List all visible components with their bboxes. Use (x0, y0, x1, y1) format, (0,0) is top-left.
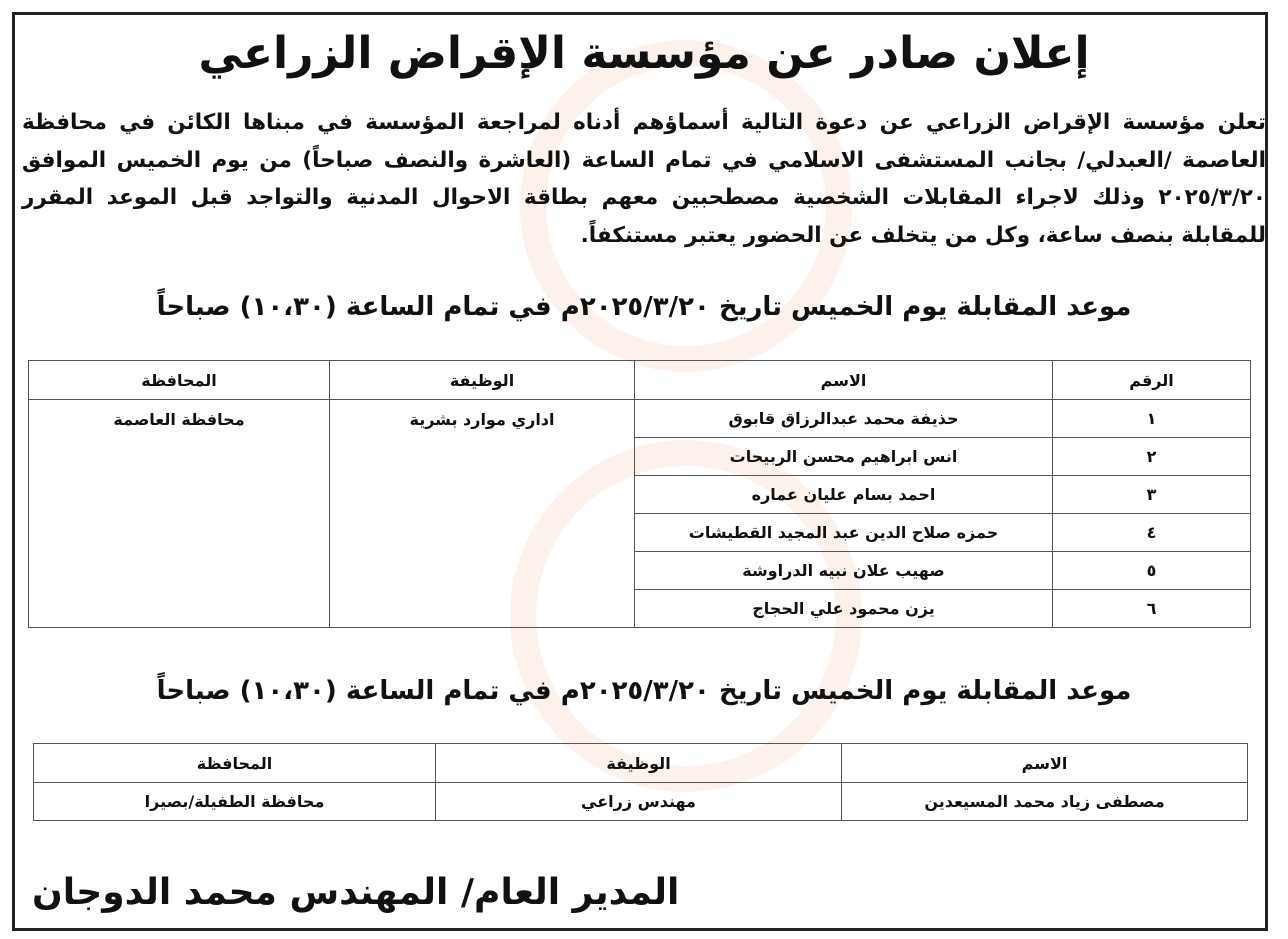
row-name: صهيب علان نبيه الدراوشة (635, 552, 1053, 590)
row-number: ٦ (1053, 590, 1251, 628)
table-header-row (29, 361, 1251, 400)
row-number: ١ (1053, 400, 1251, 438)
table-header-row (34, 744, 1248, 783)
row-number: ٥ (1053, 552, 1251, 590)
row-name: يزن محمود علي الحجاج (635, 590, 1053, 628)
row-governorate: محافظة الطفيلة/بصيرا (34, 783, 436, 821)
job-cell: اداري موارد بشرية (330, 400, 635, 628)
row-number: ٤ (1053, 514, 1251, 552)
header-name: الاسم (635, 361, 1053, 400)
header-governorate: المحافظة (34, 744, 436, 783)
row-name: حذيفة محمد عبدالرزاق قابوق (635, 400, 1053, 438)
header-name: الاسم (842, 744, 1248, 783)
announcement-body: تعلن مؤسسة الإقراض الزراعي عن دعوة التالية أسماؤهم أدناه لمراجعة المؤسسة في مبناها الكائن في محافظة العاصمة /العبدلي/ بجانب المستشفى الاسلامي في تمام الساعة (العاشرة والنصف صباحاً) من يوم الخميس الموافق ٢٠٢٥/٣/٢٠ وذلك لاجراء المقابلات الشخصية مصطحبين معهم بطاقة الاحوال المدنية والتواجد قبل الموعد المقرر للمقابلة بنصف ساعة، وكل من يتخلف عن الحضور يعتبر مستنكفاً. (22, 110, 1266, 248)
row-name: مصطفى زياد محمد المسيعدين (842, 783, 1248, 821)
row-name: احمد بسام عليان عماره (635, 476, 1053, 514)
row-name: انس ابراهيم محسن الربيحات (635, 438, 1053, 476)
header-job: الوظيفة (330, 361, 635, 400)
candidates-table-2 (33, 743, 1248, 821)
signature: المدير العام/ المهندس محمد الدوجان (32, 872, 680, 913)
row-name: حمزه صلاح الدين عبد المجيد القطيشات (635, 514, 1053, 552)
candidates-table-1 (28, 360, 1251, 628)
header-number: الرقم (1053, 361, 1251, 400)
header-governorate: المحافظة (29, 361, 330, 400)
row-number: ٣ (1053, 476, 1251, 514)
header-job: الوظيفة (436, 744, 842, 783)
row-number: ٢ (1053, 438, 1251, 476)
announcement-title: إعلان صادر عن مؤسسة الإقراض الزراعي (198, 28, 1090, 79)
table-row (29, 400, 1251, 438)
interview-heading-2: موعد المقابلة يوم الخميس تاريخ ٢٠٢٥/٣/٢٠م في تمام الساعة (١٠،٣٠) صباحاً (156, 676, 1132, 706)
table-row (34, 783, 1248, 821)
row-job: مهندس زراعي (436, 783, 842, 821)
interview-heading-1: موعد المقابلة يوم الخميس تاريخ ٢٠٢٥/٣/٢٠م في تمام الساعة (١٠،٣٠) صباحاً (156, 292, 1132, 322)
governorate-cell: محافظة العاصمة (29, 400, 330, 628)
